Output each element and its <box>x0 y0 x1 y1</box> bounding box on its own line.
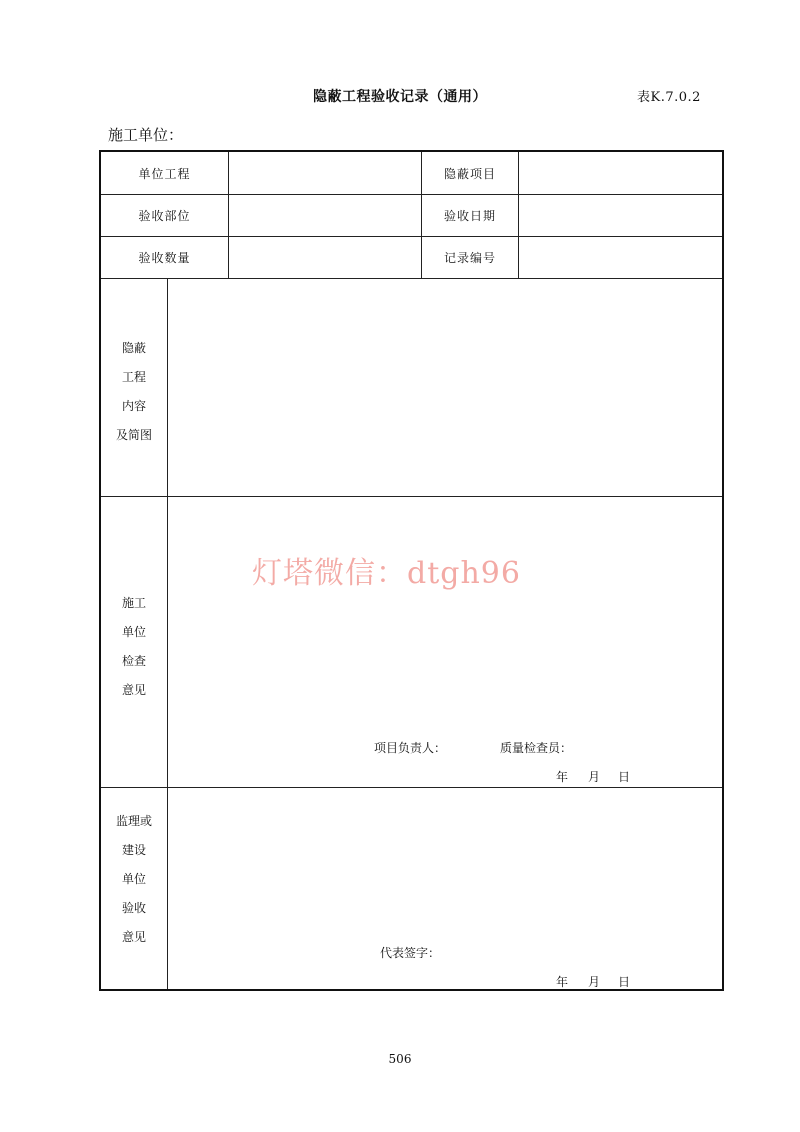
row-divider <box>101 496 722 497</box>
page-title: 隐蔽工程验收记录（通用） <box>313 89 487 105</box>
unit-project-field[interactable] <box>229 152 421 194</box>
supervision-date-year: 年 <box>556 975 569 989</box>
record-table: 单位工程 隐蔽项目 验收部位 验收日期 验收数量 记录编号 隐蔽 工程 内容 及简图 施工 单位 检查 意见 项目负责人： 质量检查员： 年 月 日 监理或 建设 单位 验收 意见 代表签字： 年 月 日 <box>99 150 724 991</box>
hidden-content-area[interactable] <box>168 279 722 496</box>
acceptance-location-field[interactable] <box>229 195 421 236</box>
quality-inspector-signature-label: 质量检查员： <box>500 741 573 755</box>
project-leader-signature-label: 项目负责人： <box>374 741 447 755</box>
watermark: 灯塔微信：dtgh96 <box>252 556 521 591</box>
form-code: 表K.7.0.2 <box>637 90 701 105</box>
unit-project-label: 单位工程 <box>138 166 191 181</box>
acceptance-location-label: 验收部位 <box>138 209 191 223</box>
check-date-year: 年 <box>556 770 569 784</box>
record-number-field[interactable] <box>519 237 722 278</box>
hidden-item-label: 隐蔽项目 <box>443 166 496 181</box>
record-number-label: 记录编号 <box>443 251 496 265</box>
construction-unit-label: 施工单位： <box>108 126 184 144</box>
hidden-item-field[interactable] <box>519 152 722 194</box>
representative-signature-label: 代表签字： <box>380 946 441 960</box>
acceptance-date-label: 验收日期 <box>443 209 496 223</box>
acceptance-quantity-field[interactable] <box>229 237 421 278</box>
supervision-date-day: 日 <box>618 975 631 989</box>
supervision-date-month: 月 <box>588 975 601 989</box>
check-date-day: 日 <box>618 770 631 784</box>
page-number: 506 <box>388 1052 412 1066</box>
acceptance-date-field[interactable] <box>519 195 722 236</box>
check-date-month: 月 <box>588 770 601 784</box>
row-divider <box>101 787 722 788</box>
acceptance-quantity-label: 验收数量 <box>138 251 191 265</box>
